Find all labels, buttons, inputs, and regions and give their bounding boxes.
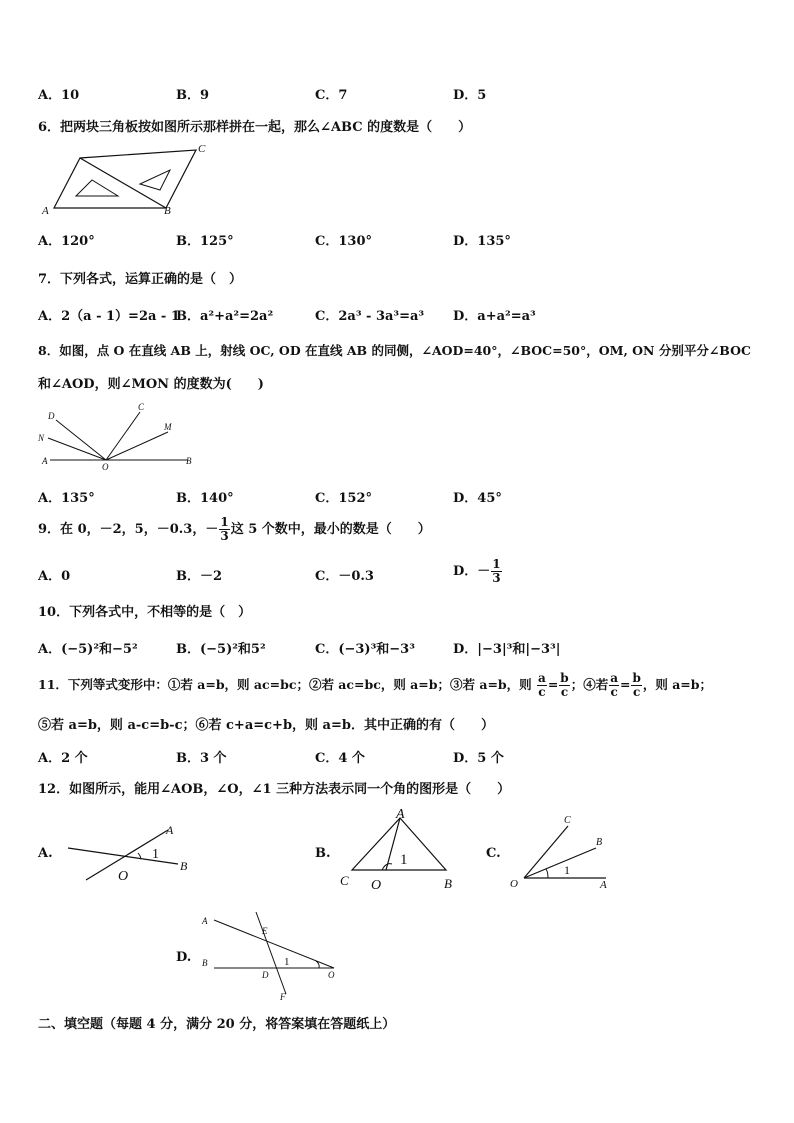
q10-option-c: C．(−3)³和−3³ <box>315 642 415 657</box>
q12-figure-b <box>338 806 468 892</box>
q7-stem: 7．下列各式，运算正确的是（ ） <box>38 272 243 287</box>
q8-label-a: A <box>42 456 48 466</box>
q11-frac-2-num: b <box>560 671 569 685</box>
q8-option-c: C．152° <box>315 491 372 506</box>
q11-frac-2 <box>559 672 569 699</box>
q12d-label-d: D <box>262 970 269 980</box>
q12-figure-d <box>198 906 348 1004</box>
q8-label-d: D <box>48 411 55 421</box>
q5-option-a: A．10 <box>38 88 80 103</box>
q12d-label-f: F <box>280 992 286 1002</box>
q8-label-n: N <box>38 433 45 443</box>
q12c-label-b: B <box>596 837 603 848</box>
q11-line1 <box>38 672 712 699</box>
q12-stem: 12．如图所示，能用∠AOB，∠O，∠1 三种方法表示同一个角的图形是（ ） <box>38 782 511 797</box>
q6-stem: 6．把两块三角板按如图所示那样拼在一起，那么∠ABC 的度数是（ ） <box>38 120 472 135</box>
q5-option-b: B．9 <box>176 88 210 103</box>
q12d-label-o: O <box>328 970 335 980</box>
q11-frac-1-num: a <box>538 671 546 685</box>
q12c-label-o: O <box>510 878 518 890</box>
q9-frac-num: 1 <box>220 515 229 529</box>
q6-option-c: C．130° <box>315 234 372 249</box>
q10-option-b: B．(−5)²和5² <box>176 642 266 657</box>
q12-option-c: C. <box>486 846 501 861</box>
q8-label-m: M <box>164 422 172 432</box>
q12c-label-a: A <box>600 879 607 891</box>
q8-label-b: B <box>186 456 192 466</box>
q12b-label-1: 1 <box>400 852 408 868</box>
q12b-label-a: A <box>396 807 405 822</box>
q11-frac-1 <box>537 672 547 699</box>
q9-stem <box>38 516 431 543</box>
q10-option-d: D．|−3|³和|−3³| <box>453 642 561 657</box>
q12-option-a: A. <box>38 846 53 861</box>
q12-option-d: D. <box>176 950 192 965</box>
q9-option-d-label: D．－ <box>453 564 491 579</box>
q6-option-d: D．135° <box>453 234 511 249</box>
q8-figure-rays <box>38 400 198 470</box>
q11-line1-mid: ；④若 <box>570 677 609 692</box>
q12a-label-a: A <box>166 823 174 837</box>
q11-frac-1-den: c <box>538 685 546 699</box>
q12-option-b: B. <box>315 846 331 861</box>
q9-d-frac-den: 3 <box>492 571 501 585</box>
q11-option-c: C．4 个 <box>315 751 365 766</box>
q9-stem-fraction <box>219 516 229 543</box>
q9-option-c: C．－0.3 <box>315 569 374 584</box>
q7-option-d: D．a+a²=a³ <box>453 309 536 324</box>
q8-label-c: C <box>138 402 145 412</box>
q6-option-b: B．125° <box>176 234 234 249</box>
q12c-label-1: 1 <box>564 863 570 877</box>
q6-label-c: C <box>198 143 206 155</box>
q10-option-a: A．(−5)²和−5² <box>38 642 138 657</box>
q10-stem: 10．下列各式中，不相等的是（ ） <box>38 605 252 620</box>
q5-option-c: C．7 <box>315 88 348 103</box>
q7-option-b: B．a²+a²=2a² <box>176 309 274 324</box>
q8-label-o: O <box>102 462 109 472</box>
q7-option-a: A．2（a - 1）=2a - 1 <box>38 309 180 324</box>
q12a-label-o: O <box>118 869 129 884</box>
q9-option-a: A．0 <box>38 569 71 584</box>
q11-frac-4-den: c <box>633 685 641 699</box>
q11-line1-post: ，则 a=b； <box>642 677 713 692</box>
q11-frac-4 <box>631 672 641 699</box>
q11-frac-3 <box>609 672 619 699</box>
q12a-label-1: 1 <box>152 847 159 862</box>
q11-option-b: B．3 个 <box>176 751 227 766</box>
q6-figure-triangles <box>38 140 218 218</box>
section-2-heading: 二、填空题（每题 4 分，满分 20 分，将答案填在答题纸上） <box>38 1017 396 1032</box>
q12d-label-e: E <box>262 926 268 936</box>
q8-option-d: D．45° <box>453 491 502 506</box>
q8-stem-line1: 8．如图，点 O 在直线 AB 上，射线 OC, OD 在直线 AB 的同侧，∠AOD=40°，∠BOC=50°，OM, ON 分别平分∠BOC <box>38 343 751 358</box>
q9-frac-den: 3 <box>220 529 229 543</box>
q12-figure-c <box>508 812 638 896</box>
q12d-label-1: 1 <box>284 956 290 968</box>
q11-frac-4-num: b <box>632 671 641 685</box>
q11-line2: ⑤若 a=b，则 a-c=b-c；⑥若 c+a=c+b，则 a=b．其中正确的有（ ） <box>38 718 494 733</box>
q9-option-d-fraction <box>491 558 501 585</box>
q9-d-frac-num: 1 <box>492 557 501 571</box>
q12b-label-o: O <box>371 878 382 893</box>
q9-option-b: B．－2 <box>176 569 223 584</box>
q12-figure-a <box>62 822 202 886</box>
q12b-label-c: C <box>340 873 349 888</box>
q11-eq-1: = <box>547 677 559 692</box>
q7-option-c: C．2a³ - 3a³=a³ <box>315 309 425 324</box>
q12d-label-b: B <box>202 958 208 968</box>
q12c-label-c: C <box>564 815 571 826</box>
q11-eq-2: = <box>619 677 631 692</box>
q9-option-d <box>453 558 503 585</box>
q11-frac-2-den: c <box>560 685 569 699</box>
q11-line1-pre: 11．下列等式变形中：①若 a=b，则 ac=bc；②若 ac=bc，则 a=b；③若 a=b，则 <box>38 677 532 692</box>
q12b-label-b: B <box>444 876 452 891</box>
q8-option-b: B．140° <box>176 491 234 506</box>
q11-option-a: A．2 个 <box>38 751 88 766</box>
q12a-label-b: B <box>180 859 188 873</box>
q6-label-a: A <box>42 205 49 217</box>
q9-stem-post: 这 5 个数中，最小的数是（ ） <box>230 522 431 537</box>
q6-option-a: A．120° <box>38 234 95 249</box>
q5-option-d: D．5 <box>453 88 487 103</box>
q8-option-a: A．135° <box>38 491 95 506</box>
q11-frac-3-den: c <box>610 685 618 699</box>
q11-frac-3-num: a <box>610 671 618 685</box>
q12d-label-a: A <box>202 916 208 926</box>
q9-stem-pre: 9．在 0，－2，5，－0.3，－ <box>38 522 219 537</box>
q6-label-b: B <box>164 205 171 217</box>
q8-stem-line2: 和∠AOD，则∠MON 的度数为( ) <box>38 377 264 392</box>
q11-option-d: D．5 个 <box>453 751 504 766</box>
